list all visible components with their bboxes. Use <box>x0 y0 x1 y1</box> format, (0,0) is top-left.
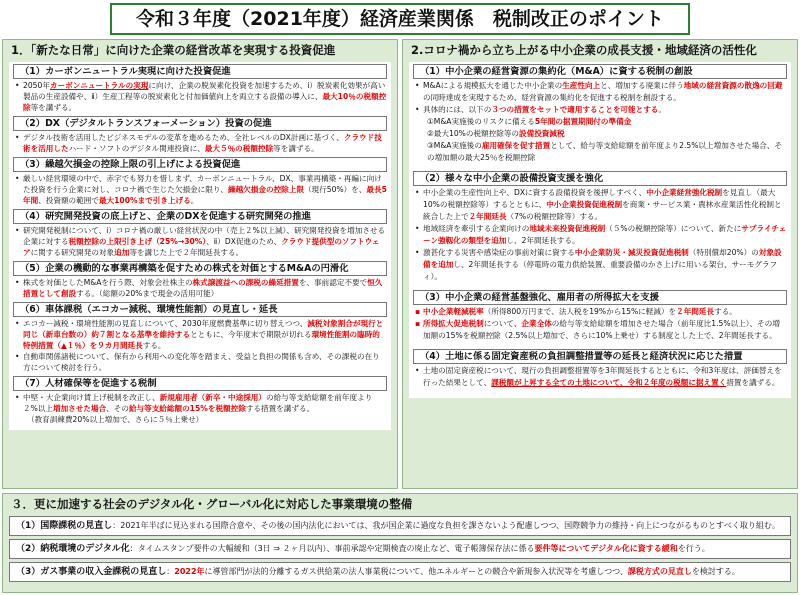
bullet: • 具体的には、以下の３つの措置をセットで適用することを可能とする。 <box>413 104 787 116</box>
bottom-panel <box>2 493 798 593</box>
bullet: • エコカー減税・環境性能割の見直しについて、2030年度燃費基準に切り替えつつ、減税対象割合が現行と同じ（新車台数の）約７割となる基準を維持するとともに、今年度末で期限が切れる環境性能割の臨時的特例措置（▲１％）を９カ月間延長する。 <box>13 318 387 351</box>
bullet: • 株式を対価としたM&Aを行う際、対象会社株主の株式譲渡益への課税の繰延措置を、事前認定不要で恒久措置として創設する。（総額の20%まで現金の活用可能） <box>13 277 387 299</box>
section-title: （4）研究開発投資の底上げと、企業のDXを促進する研究開発の推進 <box>13 209 387 224</box>
note: （教育訓練費20%以上増加で、さらに５％上乗せ） <box>27 415 204 424</box>
section-sme-capex <box>413 171 787 283</box>
section-mna-stock <box>13 261 387 299</box>
bullet: • 研究開発税制について、ⅰ）コロナ禍の厳しい経営状況の中（売上２%以上減）、研究開発投資を増加させる企業に対する税額控除の上限引き上げ（25%→30%）、ⅱ）DX促進のため、クラウド提供型のソフトウェアに関する研究開発の対象追加等を講じた上で２年間延長する。 <box>13 225 387 258</box>
section-title: （2）DX（デジタルトランスフォーメーション）投資の促進 <box>13 116 387 131</box>
row-digital-tax: （2）納税環境のデジタル化：タイムスタンプ要件の大幅緩和（3日 ⇒ ２ヶ月以内）、事前承認や定期検査の廃止など、電子帳簿保存法に係る要件等についてデジタル化に資する緩和を行う。 <box>9 539 791 559</box>
bullet: • M&Aによる規模拡大を通じた中小企業の生産性向上と、増加する廃業に伴う地域の経営資源の散逸の回避の同時達成を実現するため、経営資源の集約化を促進する税制を創設する。 <box>413 80 787 104</box>
bullet: • 地域経済を牽引する企業向けの地域未来投資促進税制（５%の税額控除等）について、新たにサプライチェーン強靱化の類型を追加し、2年間延長する。 <box>413 223 787 247</box>
row-gas-tax: （3）ガス事業の収入金課税の見直し：2022年に導管部門が法的分離するガス供給業の法人事業税について、他エネルギーとの競合や新規参入状況等を考慮しつつ、課税方式の見直しを検討する。 <box>9 562 791 582</box>
row-international-tax: （1）国際課税の見直し：2021年半ばに見込まれる国際合意や、その後の国内法化においては、我が国企業に過度な負担を課さないよう配慮しつつ、国際競争力の維持・向上につながるものとすべく取り組む。 <box>9 516 791 536</box>
section-rnd <box>13 209 387 258</box>
bullet: • 中堅・大企業向け賃上げ税制を改正し、新規雇用者（新卒・中途採用）の給与等支給総額を前年度より２%以上増加させた場合、その給与等支給総額の15%を税額控除する措置を講ずる。 <box>13 392 387 414</box>
bullet: • 厳しい経営環境の中で、赤字でも努力を惜しまず、カーボンニュートラル、DX、事業再構築・再編に向けた投資を行う企業に対し、コロナ禍で生じた欠損金に限り、繰越欠損金の控除上限（現行50%）を、最長5年間、投資額の範囲で最大100%まで引き上げる。 <box>13 173 387 206</box>
left-panel-heading: 1．「新たな日常」に向けた企業の経営改革を実現する投資促進 <box>11 43 336 57</box>
section-dx <box>13 116 387 154</box>
section-title: （6）車体課税（エコカー減税、環境性能割）の見直し・延長 <box>13 302 387 317</box>
section-sme-base <box>413 290 787 342</box>
section-title: （3）中小企業の経営基盤強化、雇用者の所得拡大を支援 <box>413 290 787 305</box>
section-land-tax <box>413 349 787 389</box>
left-panel <box>2 39 398 489</box>
right-panel-heading: 2.コロナ禍から立ち上がる中小企業の成長支援・地域経済の活性化 <box>411 43 757 57</box>
section-loss-carryforward <box>13 157 387 206</box>
sub-item: ①M&A実施後のリスクに備える5年間の据置期間付の準備金 <box>427 117 632 126</box>
section-hr-tax <box>13 376 387 425</box>
bullet: • 中小企業の生産性向上や、DXに資する設備投資を後押しすべく、中小企業経営強化税制を見直し（最大10%の税額控除等）するとともに、中小企業投資促進税制を商業・サービス業・農林水産業活性化税制と統合した上で２年間延長（7%の税額控除等）する。 <box>413 187 787 223</box>
page-title: 令和３年度（2021年度）経済産業関係 税制改正のポイント <box>110 3 690 35</box>
section-title: （1）中小企業の経営資源の集約化（M&A）に資する税制の創設 <box>413 64 787 79</box>
section-sme-mna <box>413 64 787 164</box>
section-title: （7）人材確保等を促進する税制 <box>13 376 387 391</box>
section-title: （4）土地に係る固定資産税の負担調整措置等の延長と経済状況に応じた措置 <box>413 349 787 364</box>
right-panel <box>402 39 798 489</box>
section-title: （1）カーボンニュートラル実現に向けた投資促進 <box>13 64 387 79</box>
sub-item: ③M&A実施後の雇用確保を促す措置として、給与等支給総額を前年度より2.5%以上増加させた場合、その増加額の最大25％を税額控除 <box>427 141 782 162</box>
left-panel-body <box>9 62 391 430</box>
bottom-panel-heading: ３．更に加速する社会のデジタル化・グローバル化に対応した事業環境の整備 <box>11 497 413 511</box>
section-title: （5）企業の機動的な事業再構築を促すための株式を対価とするM&Aの円滑化 <box>13 261 387 276</box>
section-title: （2）様々な中小企業の設備投資支援を強化 <box>413 171 787 186</box>
bullet: • 自動車関係諸税について、保有から利用への変化等を踏まえ、受益と負担の関係も含め、その課税の在り方について検討を行う。 <box>13 351 387 373</box>
section-vehicle-tax <box>13 302 387 373</box>
sub-item: ②最大10%の税額控除等の設備投資減税 <box>427 129 565 138</box>
section-carbon-neutral <box>13 64 387 113</box>
right-panel-body <box>409 62 791 398</box>
bullet: • 2050年カーボンニュートラルの実現に向け、企業の脱炭素化投資を加速するため、ⅰ）脱炭素化効果が高い製品の生産設備や、ⅱ）生産工程等の脱炭素化と付加価値向上を両立する設備の導入に、最大10％の税額控除等を講ずる。 <box>13 80 387 113</box>
bullet: ▪ 所得拡大促進税制について、企業全体の給与等支給総額を増加させた場合（前年度比1.5%以上）、その増加額の15%を税額控除（2.5%以上増加で、さらに10%上乗せ）する制度とした上で、2年間延長する。 <box>413 318 787 342</box>
bullet: • 土地の固定資産税について、現行の負担調整措置等を3年間延長するとともに、令和3年度は、評価替えを行った結果として、課税額が上昇する全ての土地について、令和２年度の税額に据え置く措置を講ずる。 <box>413 365 787 389</box>
bullet: • 激甚化する災害や感染症の事前対策に資する中小企業防災・減災投資促進税制（特別償却20%）の対象設備を追加し、2年間延長する（停電時の電力供給装置、重要設備のかさ上げに用いる架台、サーモグラフィ）。 <box>413 247 787 283</box>
bullet: ▪ 中小企業軽減税率（所得800万円まで、法人税を19%から15%に軽減）を２年間延長する。 <box>413 306 787 318</box>
bullet: • デジタル技術を活用したビジネスモデルの変革を進めるため、全社レベルのDX計画に基づく、クラウド技術を活用したハード・ソフトのデジタル関連投資に、最大５％の税額控除等を講ずる。 <box>13 132 387 154</box>
section-title: （3）繰越欠損金の控除上限の引上げによる投資促進 <box>13 157 387 172</box>
